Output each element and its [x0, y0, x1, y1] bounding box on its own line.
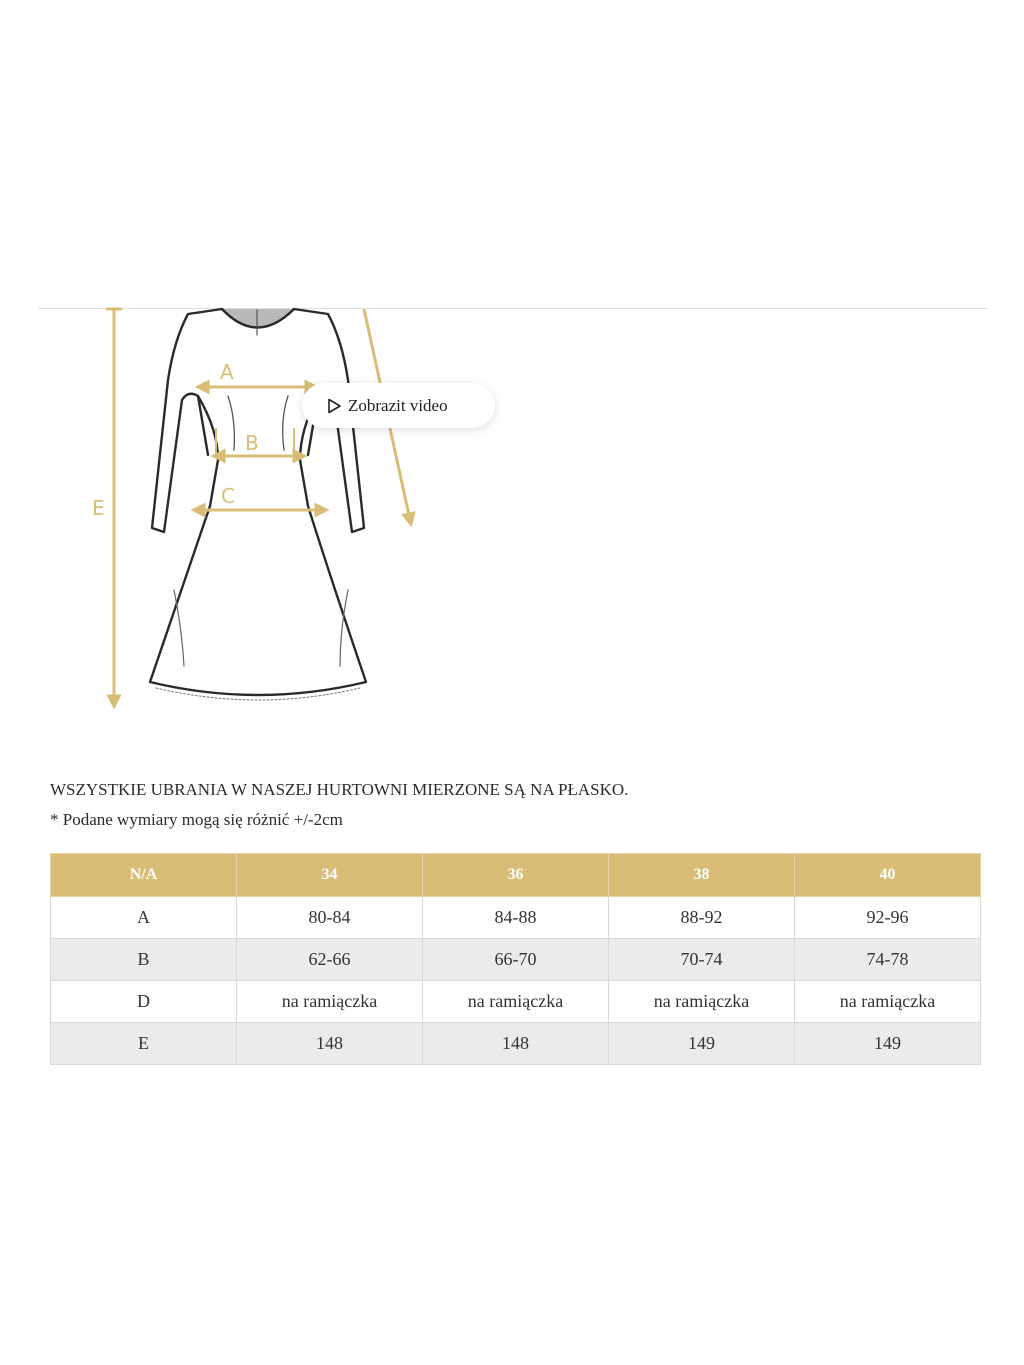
table-cell: E [51, 1023, 237, 1065]
header-cell-36: 36 [423, 854, 609, 897]
table-cell: 149 [609, 1023, 795, 1065]
table-cell: 92-96 [795, 897, 981, 939]
table-cell: 149 [795, 1023, 981, 1065]
show-video-button[interactable] [302, 383, 495, 428]
table-cell: na ramiączka [609, 981, 795, 1023]
label-e: E [92, 496, 105, 520]
show-video-label: Zobrazit video [348, 395, 448, 415]
table-row [51, 1023, 981, 1065]
dress-outline [150, 309, 366, 700]
table-cell: 88-92 [609, 897, 795, 939]
table-cell: 66-70 [423, 939, 609, 981]
tolerance-note: * Podane wymiary mogą się różnić +/-2cm [50, 810, 343, 829]
size-table [50, 853, 981, 1065]
table-cell: 62-66 [237, 939, 423, 981]
table-cell: 84-88 [423, 897, 609, 939]
table-cell: 80-84 [237, 897, 423, 939]
header-cell-na: N/A [51, 854, 237, 897]
table-row [51, 939, 981, 981]
table-cell: 70-74 [609, 939, 795, 981]
label-c: C [221, 484, 235, 508]
play-icon [326, 398, 342, 414]
table-cell: A [51, 897, 237, 939]
header-cell-40: 40 [795, 854, 981, 897]
label-b: B [245, 431, 259, 455]
measurement-lines [106, 309, 410, 702]
table-cell: 74-78 [795, 939, 981, 981]
table-row [51, 897, 981, 939]
size-table-header-row [51, 854, 981, 897]
table-cell: D [51, 981, 237, 1023]
table-cell: B [51, 939, 237, 981]
table-row [51, 981, 981, 1023]
table-cell: 148 [237, 1023, 423, 1065]
measurement-note: WSZYSTKIE UBRANIA W NASZEJ HURTOWNI MIERZONE SĄ NA PŁASKO. [50, 780, 629, 799]
table-cell: na ramiączka [423, 981, 609, 1023]
label-a: A [220, 360, 234, 384]
header-cell-38: 38 [609, 854, 795, 897]
table-cell: na ramiączka [795, 981, 981, 1023]
header-cell-34: 34 [237, 854, 423, 897]
dress-measurement-diagram [78, 300, 438, 720]
table-cell: 148 [423, 1023, 609, 1065]
table-cell: na ramiączka [237, 981, 423, 1023]
